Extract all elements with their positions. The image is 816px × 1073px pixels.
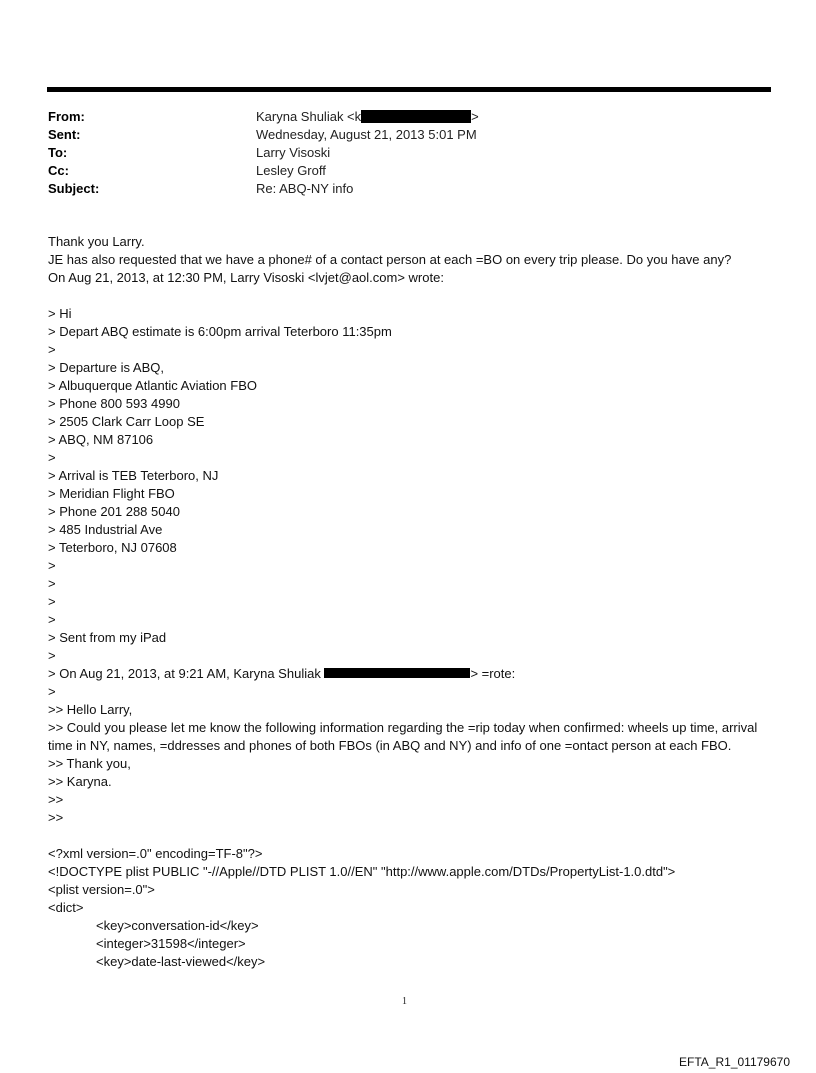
quoted-line: > Departure is ABQ,	[48, 360, 164, 375]
quoted-line: >	[48, 576, 56, 591]
quoted-line: >	[48, 594, 56, 609]
quoted-line: >	[48, 612, 56, 627]
quoted-line: > Teterboro, NJ 07608	[48, 540, 177, 555]
quoted-line: > 2505 Clark Carr Loop SE	[48, 414, 205, 429]
quoted-line: > 485 Industrial Ave	[48, 522, 163, 537]
quoted-line: >>	[48, 810, 64, 825]
subject-value: Re: ABQ-NY info	[256, 181, 354, 196]
xml-line: <key>conversation-id</key>	[96, 918, 259, 933]
quoted-line: > Arrival is TEB Teterboro, NJ	[48, 468, 219, 483]
subject-label: Subject:	[48, 181, 100, 196]
blank-line	[48, 827, 770, 845]
to-label: To:	[48, 145, 68, 160]
email-header	[48, 108, 768, 198]
from-suffix: >	[471, 109, 479, 124]
body-line: On Aug 21, 2013, at 12:30 PM, Larry Visoski <lvjet@aol.com> wrote:	[48, 270, 444, 285]
email-body	[48, 233, 770, 971]
quoted-line: >	[48, 342, 56, 357]
xml-line: <!DOCTYPE plist PUBLIC "-//Apple//DTD PLIST 1.0//EN" "http://www.apple.com/DTDs/PropertyList-1.0.dtd">	[48, 864, 676, 879]
page-number: 1	[402, 996, 407, 1007]
quoted-line: > Depart ABQ estimate is 6:00pm arrival Teterboro 11:35pm	[48, 324, 392, 339]
sent-label: Sent:	[48, 127, 81, 142]
cc-label: Cc:	[48, 163, 69, 178]
from-value	[256, 108, 479, 126]
sent-row	[48, 126, 768, 144]
redaction-bar	[324, 668, 470, 678]
xml-line: <?xml version=.0" encoding=TF-8"?>	[48, 846, 263, 861]
quoted-line: > Albuquerque Atlantic Aviation FBO	[48, 378, 257, 393]
from-label: From:	[48, 109, 85, 124]
quoted-line: > Sent from my iPad	[48, 630, 167, 645]
quoted-line: >> Thank you,	[48, 756, 131, 771]
blank-line	[48, 287, 770, 305]
body-line: Thank you Larry.	[48, 234, 145, 249]
quoted-line: > ABQ, NM 87106	[48, 432, 154, 447]
quoted-line: >	[48, 450, 56, 465]
quoted-line: >> Karyna.	[48, 774, 112, 789]
cc-value: Lesley Groff	[256, 163, 326, 178]
quoted-line: >> Hello Larry,	[48, 702, 133, 717]
quoted-line: > Phone 800 593 4990	[48, 396, 180, 411]
to-value: Larry Visoski	[256, 145, 331, 160]
from-row	[48, 108, 768, 126]
bates-number: EFTA_R1_01179670	[679, 1055, 790, 1069]
quoted-line: >	[48, 648, 56, 663]
cc-row	[48, 162, 768, 180]
quoted-line: >> Could you please let me know the following information regarding the =rip today when confirmed: wheels up time, arrival time in NY, names, =ddresses and phones of both FBOs (in ABQ and NY) and info of one =ontact person at each FBO.	[48, 720, 761, 753]
sent-value: Wednesday, August 21, 2013 5:01 PM	[256, 127, 477, 142]
quoted-line	[48, 665, 770, 683]
from-name: Karyna Shuliak <k	[256, 109, 362, 124]
quoted-line: > Hi	[48, 306, 72, 321]
quoted-line: >	[48, 558, 56, 573]
body-line: JE has also requested that we have a phone# of a contact person at each =BO on every trip please. Do you have any?	[48, 252, 732, 267]
to-row	[48, 144, 768, 162]
quoted-line: >	[48, 684, 56, 699]
subject-row	[48, 180, 768, 198]
xml-line: <key>date-last-viewed</key>	[96, 954, 266, 969]
quoted-line: > Meridian Flight FBO	[48, 486, 175, 501]
quoted-attribution-end: > =rote:	[470, 666, 516, 681]
quoted-line: > Phone 201 288 5040	[48, 504, 180, 519]
xml-line: <integer>31598</integer>	[96, 936, 246, 951]
redaction-bar	[361, 110, 471, 123]
quoted-line: >>	[48, 792, 64, 807]
xml-line: <dict>	[48, 900, 84, 915]
xml-line: <plist version=.0">	[48, 882, 155, 897]
header-rule	[47, 87, 771, 92]
quoted-attribution: > On Aug 21, 2013, at 9:21 AM, Karyna Shuliak	[48, 666, 325, 681]
